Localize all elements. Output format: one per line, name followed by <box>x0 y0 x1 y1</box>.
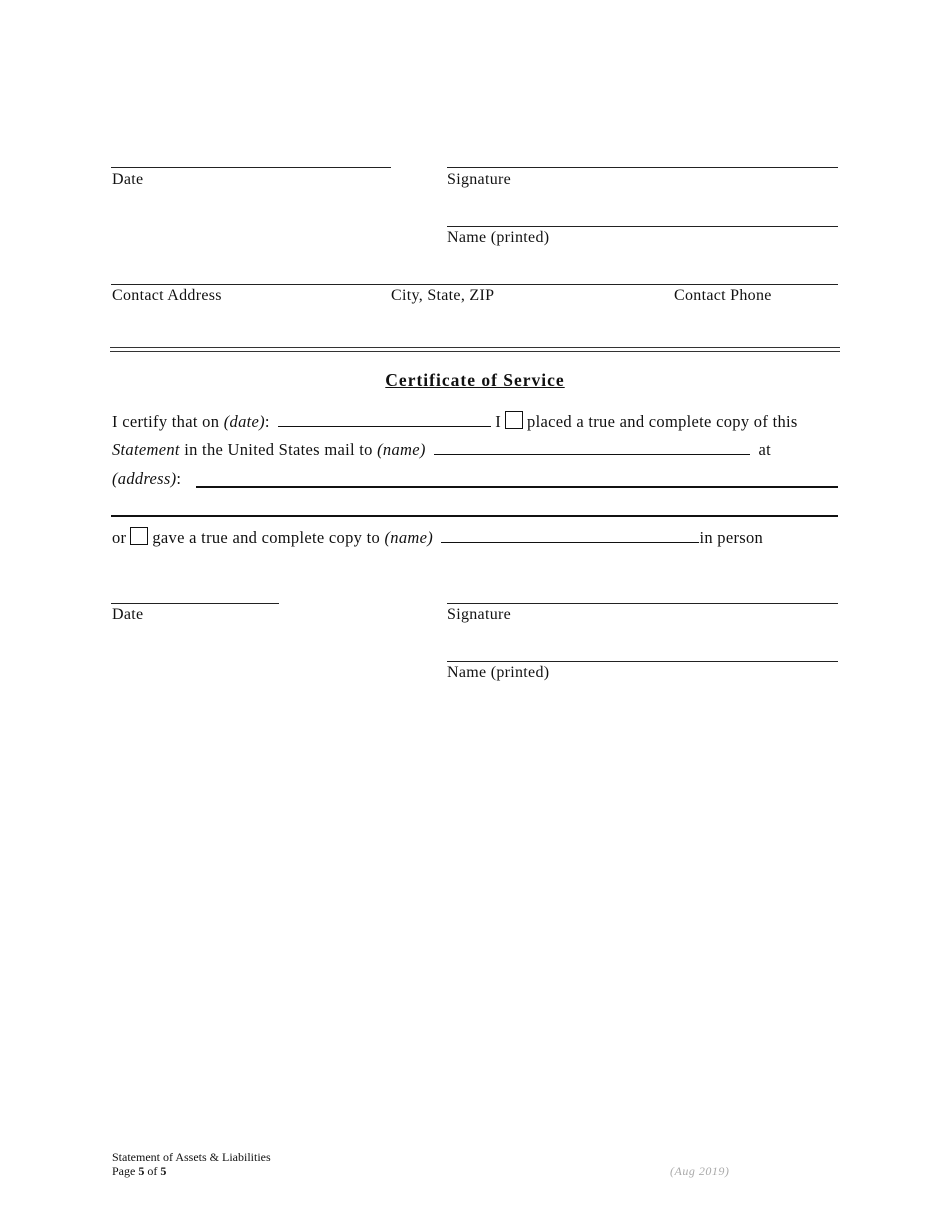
certify-line-3 <box>112 469 181 489</box>
in-person-recipient-blank[interactable] <box>441 542 699 543</box>
mail-recipient-blank[interactable] <box>434 454 750 455</box>
date-hint: (date) <box>223 412 265 431</box>
name-printed-line[interactable] <box>447 226 838 227</box>
statement-word: Statement <box>112 440 180 459</box>
mail-text: in the United States mail to <box>184 440 373 459</box>
signature-label: Signature <box>447 171 512 188</box>
signature-label-2: Signature <box>447 606 512 623</box>
certify-line-2 <box>112 440 771 460</box>
section-divider <box>110 347 840 352</box>
or-text: or <box>112 528 127 547</box>
name-printed-label-2: Name (printed) <box>447 664 550 681</box>
certificate-title: Certificate of Service <box>385 370 565 390</box>
mail-address-blank-2[interactable] <box>111 515 838 517</box>
page-current: 5 <box>138 1164 145 1178</box>
mail-checkbox[interactable] <box>505 411 523 429</box>
footer <box>112 1150 271 1178</box>
service-date-blank[interactable] <box>278 426 491 427</box>
name-printed-line-2[interactable] <box>447 661 838 662</box>
placed-copy-text: placed a true and complete copy of this <box>527 412 798 431</box>
city-state-zip-label: City, State, ZIP <box>391 287 495 304</box>
of-word: of <box>147 1164 158 1178</box>
name-hint: (name) <box>377 440 426 459</box>
date-label: Date <box>112 171 144 188</box>
colon: : <box>176 469 182 488</box>
contact-address-label: Contact Address <box>112 287 222 304</box>
gave-copy-text: gave a true and complete copy to <box>152 528 381 547</box>
page-number <box>112 1164 271 1178</box>
i-text: I <box>495 412 502 431</box>
revision-date: (Aug 2019) <box>670 1164 730 1178</box>
name-hint: (name) <box>384 528 434 547</box>
signature-line-2[interactable] <box>447 603 838 604</box>
page-total: 5 <box>160 1164 167 1178</box>
date-label-2: Date <box>112 606 144 623</box>
at-text: at <box>758 440 772 459</box>
contact-address-line[interactable] <box>111 284 838 285</box>
address-hint: (address) <box>112 469 177 488</box>
colon: : <box>264 412 270 431</box>
certify-line-5 <box>112 527 763 548</box>
signature-line[interactable] <box>447 167 838 168</box>
page-word: Page <box>112 1164 136 1178</box>
in-person-checkbox[interactable] <box>130 527 148 545</box>
certify-line-1 <box>112 411 798 432</box>
date-line[interactable] <box>111 167 391 168</box>
mail-address-blank[interactable] <box>196 486 838 488</box>
certify-text: I certify that on <box>112 412 220 431</box>
form-title: Statement of Assets & Liabilities <box>112 1150 271 1164</box>
date-line-2[interactable] <box>111 603 279 604</box>
name-printed-label: Name (printed) <box>447 229 550 246</box>
contact-phone-label: Contact Phone <box>674 287 772 304</box>
in-person-text: in person <box>699 528 764 547</box>
